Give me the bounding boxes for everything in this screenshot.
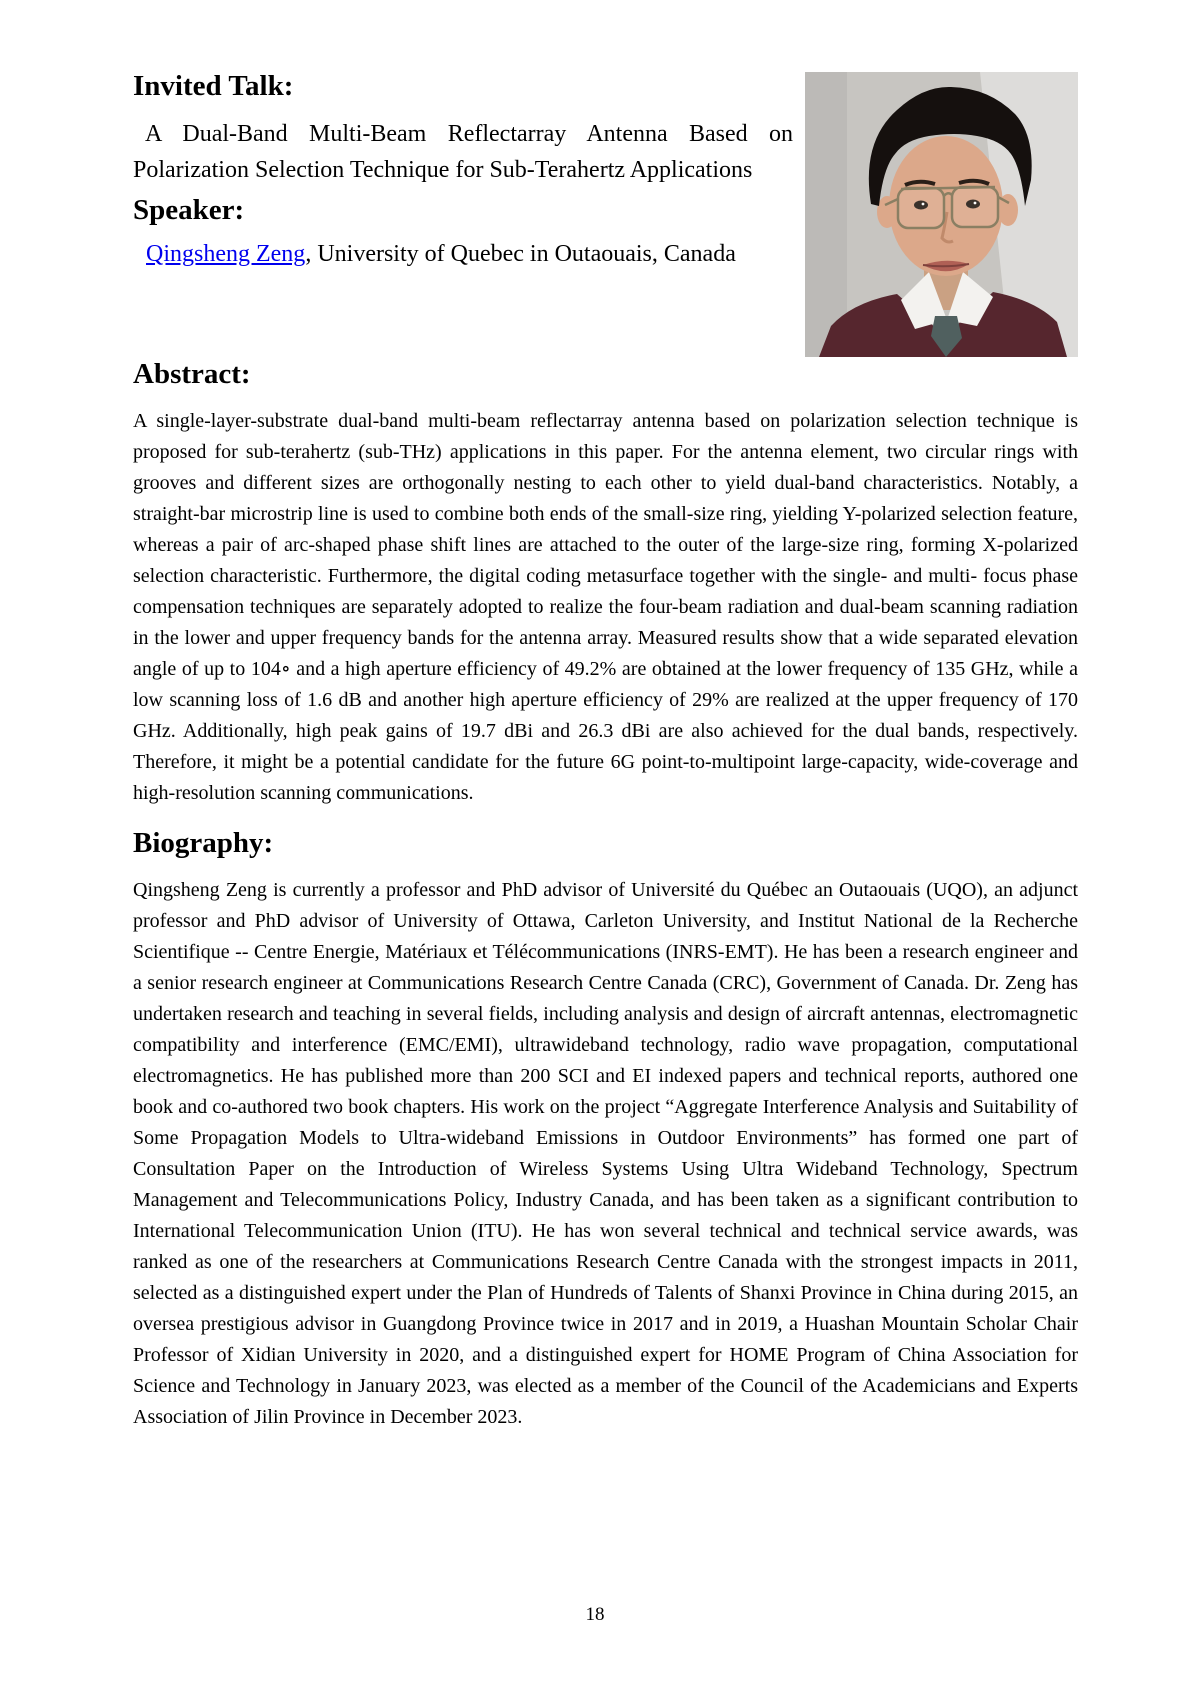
abstract-text: A single-layer-substrate dual-band multi-beam reflectarray antenna based on polarization selection technique is proposed for sub-terahertz (sub-THz) applications in this paper. For the antenna element, two circular rings with grooves and different sizes are orthogonally nesting to each other to yield dual-band characteristics. Notably, a straight-bar microstrip line is used to combine both ends of the small-size ring, yielding Y-polarized selection feature, whereas a pair of arc-shaped phase shift lines are attached to the outer of the large-size ring, forming X-polarized selection characteristic. Furthermore, the digital coding metasurface together with the single- and multi- focus phase compensation techniques are separately adopted to realize the four-beam radiation and dual-beam scanning radiation in the lower and upper frequency bands for the antenna array. Measured results show that a wide separated elevation angle of up to 104∘ and a high aperture efficiency of 49.2% are obtained at the lower frequency of 135 GHz, while a low scanning loss of 1.6 dB and another high aperture efficiency of 29% are realized at the upper frequency of 170 GHz. Additionally, high peak gains of 19.7 dBi and 26.3 dBi are also achieved for the dual bands, respectively. Therefore, it might be a potential candidate for the future 6G point-to-multipoint large-capacity, wide-coverage and high-resolution scanning communications. <box>133 410 1078 804</box>
talk-title: A Dual-Band Multi-Beam Reflectarray Antenna Based on Polarization Selection Technique for Sub-Terahertz Applications <box>133 121 793 183</box>
abstract-heading: Abstract: <box>133 358 251 390</box>
biography-text: Qingsheng Zeng is currently a professor and PhD advisor of Université du Québec an Outaouais (UQO), an adjunct professor and PhD advisor of University of Ottawa, Carleton University, and Institut National de la Recherche Scientifique -- Centre Energie, Matériaux et Télécommunications (INRS-EMT). He has been a research engineer and a senior research engineer at Communications Research Centre Canada (CRC), Government of Canada. Dr. Zeng has undertaken research and teaching in several fields, including analysis and design of aircraft antennas, electromagnetic compatibility and interference (EMC/EMI), ultrawideband technology, radio wave propagation, computational electromagnetics. He has published more than 200 SCI and EI indexed papers and technical reports, authored one book and co-authored two book chapters. His work on the project “Aggregate Interference Analysis and Suitability of Some Propagation Models to Ultra-wideband Emissions in Outdoor Environments” has formed one part of Consultation Paper on the Introduction of Wireless Systems Using Ultra Wideband Technology, Spectrum Management and Telecommunications Policy, Industry Canada, and has been taken as a significant contribution to International Telecommunication Union (ITU). He has won several technical and technical service awards, was ranked as one of the researchers at Communications Research Centre Canada with the strongest impacts in 2011, selected as a distinguished expert under the Plan of Hundreds of Talents of Shanxi Province in China during 2015, an oversea prestigious advisor in Guangdong Province twice in 2017 and in 2019, a Huashan Mountain Scholar Chair Professor of Xidian University in 2020, and a distinguished expert for HOME Program of China Association for Science and Technology in January 2023, was elected as a member of the Council of the Academicians and Experts Association of Jilin Province in December 2023. <box>133 879 1078 1428</box>
speaker-photo <box>805 72 1078 357</box>
talk-header <box>133 70 805 272</box>
page-number: 18 <box>585 1604 605 1625</box>
speaker-line <box>133 236 805 272</box>
speaker-name-link[interactable]: Qingsheng Zeng <box>146 241 306 267</box>
biography-heading: Biography: <box>133 827 274 859</box>
speaker-affiliation: , University of Quebec in Outaouais, Canada <box>305 241 736 267</box>
invited-talk-heading: Invited Talk: <box>133 70 294 102</box>
speaker-portrait-image <box>805 72 1078 357</box>
speaker-heading: Speaker: <box>133 194 245 226</box>
